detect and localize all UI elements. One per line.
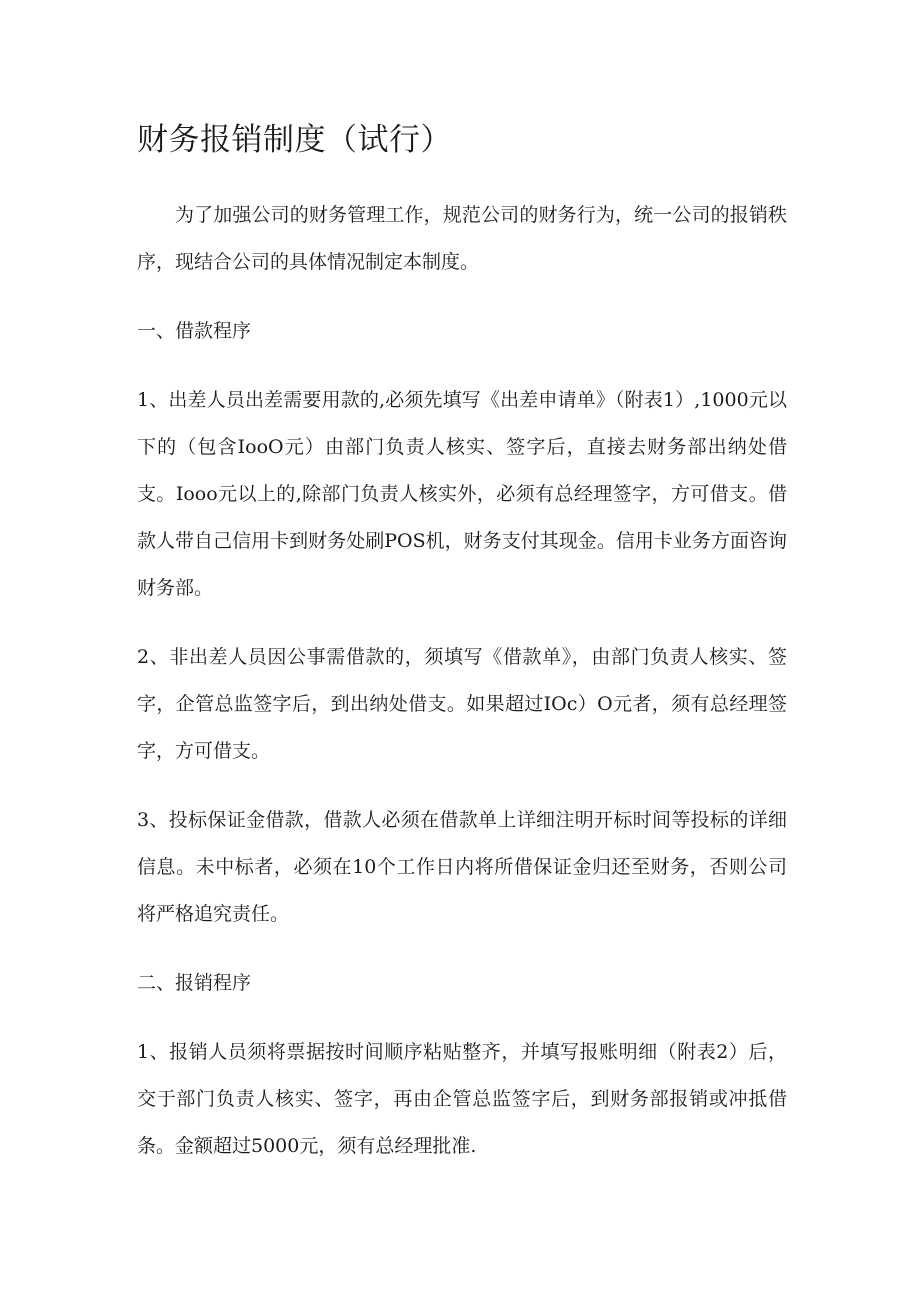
section-reimbursement-procedure <box>137 960 787 1170</box>
document-page <box>137 118 787 1192</box>
section-heading-reimbursement: 二、报销程序 <box>137 972 252 994</box>
loan-item-1: 1、出差人员出差需要用款的,必须先填写《出差申请单》（附表1）,1000元以下的（包含IooO元）由部门负责人核实、签字后，直接去财务部出纳处借支。Iooo元以上的,除部门负责人核实外，必须有总经理签字，方可借支。借款人带自己信用卡到财务处刷POS机，财务支付其现金。信用卡业务方面咨询财务部。 <box>137 389 787 599</box>
document-title: 财务报销制度（试行） <box>137 122 452 158</box>
loan-item-2: 2、非出差人员因公事需借款的，须填写《借款单》，由部门负责人核实、签字，企管总监签字后，到出纳处借支。如果超过IOc）O元者，须有总经理签字，方可借支。 <box>137 646 787 762</box>
section-loan-procedure <box>137 308 787 938</box>
intro-paragraph: 为了加强公司的财务管理工作，规范公司的财务行为，统一公司的报销秩序，现结合公司的具体情况制定本制度。 <box>137 204 787 273</box>
loan-item-3: 3、投标保证金借款，借款人必须在借款单上详细注明开标时间等投标的详细信息。未中标者，必须在10个工作日内将所借保证金归还至财务，否则公司将严格追究责任。 <box>137 809 787 925</box>
section-heading-loan: 一、借款程序 <box>137 320 252 342</box>
reimbursement-item-1: 1、报销人员须将票据按时间顺序粘贴整齐，并填写报账明细（附表2）后，交于部门负责人核实、签字，再由企管总监签字后，到财务部报销或冲抵借条。金额超过5000元，须有总经理批准. <box>137 1041 787 1157</box>
